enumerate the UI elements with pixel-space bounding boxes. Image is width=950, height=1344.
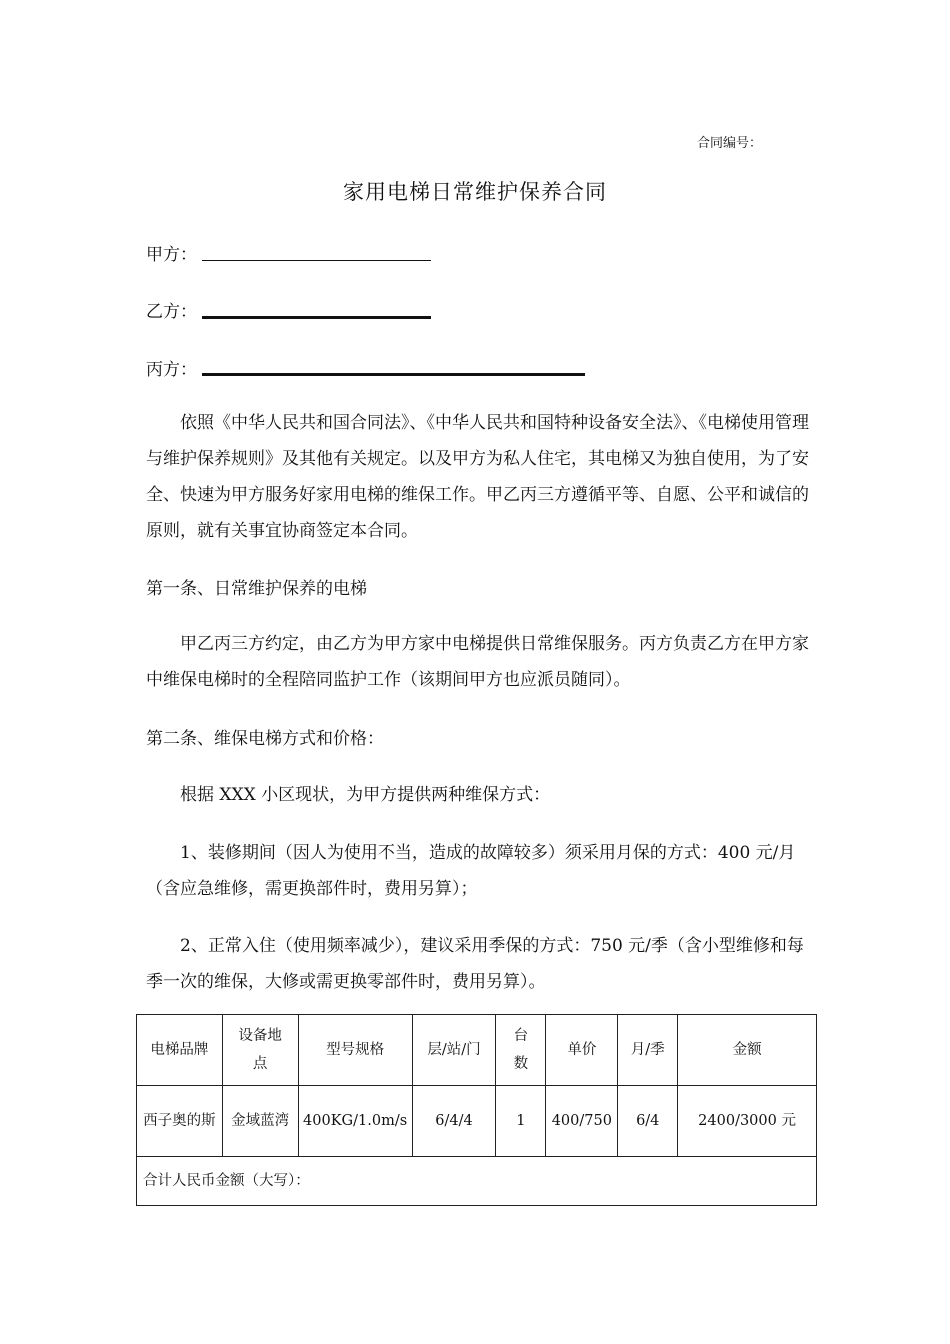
table-cell-unit-price: 400/750 xyxy=(546,1086,618,1157)
table-cell-brand: 西子奥的斯 xyxy=(137,1086,223,1157)
contract-number-label: 合同编号： xyxy=(697,136,763,151)
table-cell-location: 金域蓝湾 xyxy=(222,1086,298,1157)
table-header-cell: 型号规格 xyxy=(298,1015,412,1086)
party-b-label: 乙方： xyxy=(146,302,197,322)
document-title: 家用电梯日常维护保养合同 xyxy=(343,180,607,204)
article-1-body: 甲乙丙三方约定，由乙方为甲方家中电梯提供日常维保服务。丙方负责乙方在甲方家中维保电梯时的全程陪同监护工作（该期间甲方也应派员随同）。 xyxy=(146,634,809,690)
table-cell-period: 6/4 xyxy=(618,1086,678,1157)
party-b xyxy=(146,297,197,322)
table-header-cell: 电梯品牌 xyxy=(137,1015,223,1086)
table-header-cell: 金额 xyxy=(678,1015,817,1086)
party-a-label: 甲方： xyxy=(146,245,197,265)
article-1-heading: 第一条、日常维护保养的电梯 xyxy=(146,579,367,599)
party-c-blank-line xyxy=(202,373,585,376)
party-c-label: 丙方： xyxy=(146,360,197,380)
article-2-heading: 第二条、维保电梯方式和价格： xyxy=(146,729,384,749)
table-header-cell: 层/站/门 xyxy=(412,1015,496,1086)
article-2-paragraph-1: 根据 XXX 小区现状，为甲方提供两种维保方式： xyxy=(180,785,551,805)
party-b-blank-line xyxy=(202,316,431,319)
table-total-row xyxy=(137,1157,817,1206)
table-header-cell: 单价 xyxy=(546,1015,618,1086)
table-cell-model: 400KG/1.0m/s xyxy=(298,1086,412,1157)
table-row xyxy=(137,1086,817,1157)
table-header-cell: 台数 xyxy=(496,1015,546,1086)
maintenance-fee-table xyxy=(136,1014,817,1206)
article-2-paragraph-3: 2、正常入住（使用频率减少），建议采用季保的方式：750 元/季（含小型维修和每季一次的维保，大修或需更换零部件时，费用另算）。 xyxy=(146,936,804,992)
party-a-blank-line xyxy=(202,260,431,261)
article-2-paragraph-2: 1、装修期间（因人为使用不当，造成的故障较多）须采用月保的方式：400 元/月（含应急维修，需更换部件时，费用另算）； xyxy=(146,843,796,899)
intro-paragraph: 依照《中华人民共和国合同法》、《中华人民共和国特种设备安全法》、《电梯使用管理与维护保养规则》及其他有关规定。以及甲方为私人住宅，其电梯又为独自使用，为了安全、快速为甲方服务好家用电梯的维保工作。甲乙丙三方遵循平等、自愿、公平和诚信的原则，就有关事宜协商签定本合同。 xyxy=(146,413,809,541)
table-header-cell: 月/季 xyxy=(618,1015,678,1086)
table-header-cell: 设备地点 xyxy=(222,1015,298,1086)
party-a xyxy=(146,240,197,265)
table-header-row xyxy=(137,1015,817,1086)
party-c xyxy=(146,355,197,380)
table-cell-units: 1 xyxy=(496,1086,546,1157)
table-cell-floors: 6/4/4 xyxy=(412,1086,496,1157)
table-total-label: 合计人民币金额（大写）： xyxy=(137,1157,817,1206)
table-cell-amount: 2400/3000 元 xyxy=(678,1086,817,1157)
